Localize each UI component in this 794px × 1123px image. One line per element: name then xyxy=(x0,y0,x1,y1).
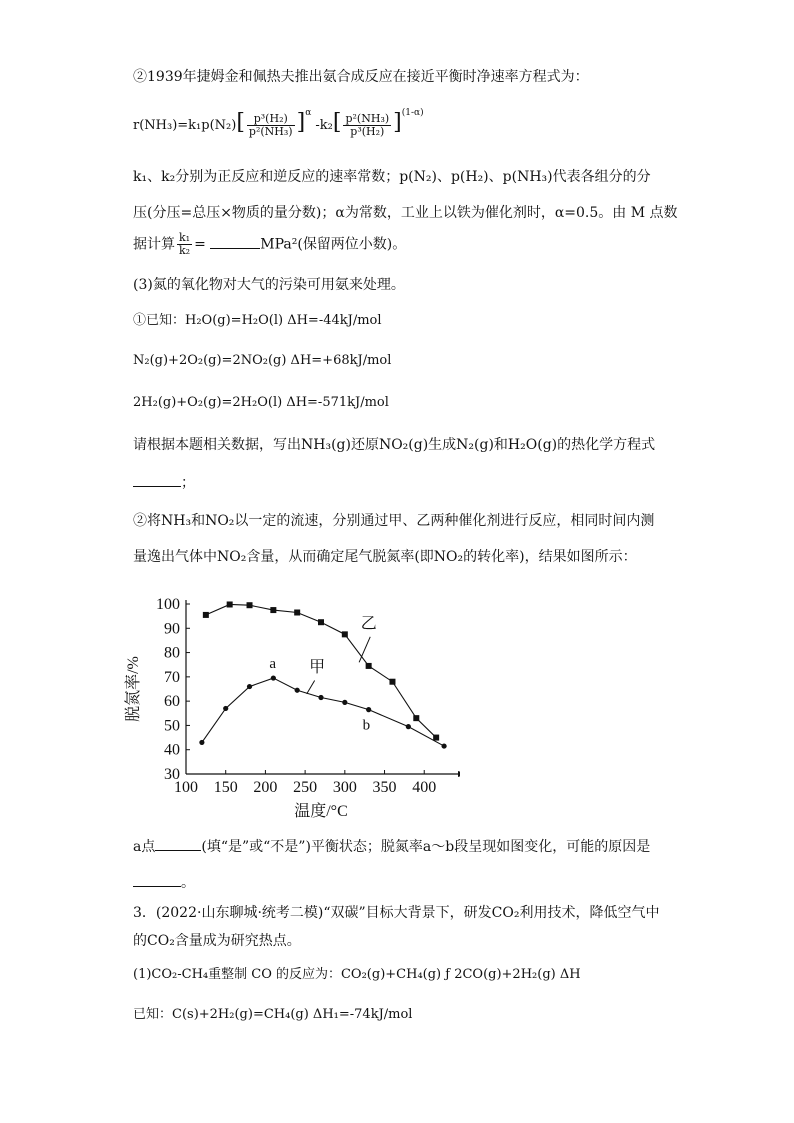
k-ratio-frac: $\frac{\text{k₁}}{\text{k₂}}$ xyxy=(179,231,191,257)
data-point xyxy=(227,601,233,607)
line-14: a点 (填“是”或“不是”)平衡状态；脱氮率a～b段呈现如图变化，可能的原因是 xyxy=(133,836,650,856)
x-tick-label: 400 xyxy=(412,779,437,796)
data-point xyxy=(294,610,300,616)
point-annotation: b xyxy=(362,717,371,734)
data-point xyxy=(247,684,252,689)
x-axis-arrow xyxy=(458,771,460,777)
y-tick-label: 50 xyxy=(164,717,180,735)
line-1: ②1939年捷姆金和佩热夫推出氨合成反应在接近平衡时净速率方程式为： xyxy=(133,69,589,85)
eq-frac-2: $\frac{\text{p²(NH₃)}}{\text{p³(H₂)}}$ xyxy=(345,112,390,138)
data-point xyxy=(342,700,347,705)
data-point xyxy=(247,602,253,608)
line-10: 请根据本题相关数据，写出NH₃(g)还原NO₂(g)生成N₂(g)和H₂O(g)的热化学方程式 xyxy=(133,437,656,453)
series-line xyxy=(202,678,444,746)
y-tick-label: 40 xyxy=(164,741,180,759)
point-annotation: a xyxy=(269,656,277,673)
y-tick-label: 30 xyxy=(164,766,180,783)
data-point xyxy=(271,675,276,680)
eq-mid: -k₂ xyxy=(315,118,333,133)
data-point xyxy=(203,612,209,618)
line-12: ②将NH₃和NO₂以一定的流速，分别通过甲、乙两种催化剂进行反应，相同时间内测 xyxy=(133,513,655,529)
data-point xyxy=(433,735,439,741)
data-point xyxy=(441,743,446,748)
answer-blank-2 xyxy=(133,472,181,487)
data-point xyxy=(342,631,348,637)
line-19: 已知：C(s)+2H₂(g)=CH₄(g) ΔH₁=-74kJ/mol xyxy=(133,1007,413,1022)
y-axis-label: 脱氮率/% xyxy=(125,656,142,722)
line-16: 3．(2022·山东聊城·统考二模)“双碳”目标大背景下，研发CO₂利用技术，降低空气中 xyxy=(133,905,660,921)
data-point xyxy=(223,706,228,711)
x-tick-label: 100 xyxy=(174,779,198,796)
x-tick-label: 300 xyxy=(332,779,357,796)
line-13: 量逸出气体中NO₂含量，从而确定尾气脱氮率(即NO₂的转化率)，结果如图所示： xyxy=(133,549,637,565)
data-point xyxy=(199,740,204,745)
line-8: N₂(g)+2O₂(g)=2NO₂(g) ΔH=+68kJ/mol xyxy=(133,353,392,368)
x-axis-label: 温度/°C xyxy=(294,803,348,820)
line-9: 2H₂(g)+O₂(g)=2H₂O(l) ΔH=-571kJ/mol xyxy=(133,395,389,410)
data-point xyxy=(389,679,395,685)
data-point xyxy=(318,619,324,625)
line-7: ①已知：H₂O(g)=H₂O(l) ΔH=-44kJ/mol xyxy=(133,313,382,328)
line-11: ； xyxy=(133,472,195,492)
eq-exp-1: α xyxy=(305,108,312,118)
rate-equation: r(NH₃)=k₁p(N₂)[ $\frac{\text{p³(H₂)}}{\text{p²(NH₃)}}$ ]$^\alpha$ -k₂[ $\frac{\text{p²(NH₃)}}{\text{p³(H₂)}}$ ]$^{(1-\alpha)}$ xyxy=(133,108,424,138)
x-tick-label: 250 xyxy=(293,779,318,796)
eq-exp-2: (1-α) xyxy=(401,108,424,118)
data-point xyxy=(413,715,419,721)
x-tick-label: 150 xyxy=(213,779,238,796)
series-label: 甲 xyxy=(309,659,326,676)
answer-blank-1 xyxy=(210,234,260,249)
answer-blank-4 xyxy=(133,872,181,887)
line-4: 压(分压=总压×物质的量分数)；α为常数，工业上以铁为催化剂时，α=0.5。由 M 点数 xyxy=(133,205,678,221)
y-tick-label: 60 xyxy=(164,693,180,711)
data-point xyxy=(318,695,323,700)
x-tick-label: 350 xyxy=(372,779,397,796)
x-tick-label: 200 xyxy=(253,779,278,796)
series-label-leader xyxy=(307,681,315,694)
data-point xyxy=(270,607,276,613)
eq-lhs: r(NH₃)=k₁p(N₂) xyxy=(133,118,237,133)
line-3: k₁、k₂分别为正反应和逆反应的速率常数；p(N₂)、p(H₂)、p(NH₃)代表各组分的分 xyxy=(133,169,651,185)
y-tick-label: 100 xyxy=(156,596,180,613)
line-5: 据计算 $\frac{\text{k₁}}{\text{k₂}}$ = MPa²(保留两位小数)。 xyxy=(133,231,407,257)
line-15: 。 xyxy=(133,872,195,892)
y-tick-label: 70 xyxy=(164,668,180,686)
line-18: (1)CO₂-CH₄重整制 CO 的反应为：CO₂(g)+CH₄(g) ƒ 2CO(g)+2H₂(g) ΔH xyxy=(133,967,581,982)
y-tick-label: 80 xyxy=(164,644,180,662)
data-point xyxy=(366,663,372,669)
data-point xyxy=(295,688,300,693)
eq-frac-1: $\frac{\text{p³(H₂)}}{\text{p²(NH₃)}}$ xyxy=(248,112,293,138)
line-6: (3)氮的氧化物对大气的污染可用氨来处理。 xyxy=(133,277,405,293)
data-point xyxy=(366,707,371,712)
y-tick-label: 90 xyxy=(164,620,180,638)
denitrification-chart xyxy=(120,588,460,828)
data-point xyxy=(406,724,411,729)
line-17: 的CO₂含量成为研究热点。 xyxy=(133,933,301,949)
answer-blank-3 xyxy=(155,836,201,851)
series-label-leader xyxy=(359,637,370,663)
series-label: 乙 xyxy=(360,615,377,633)
